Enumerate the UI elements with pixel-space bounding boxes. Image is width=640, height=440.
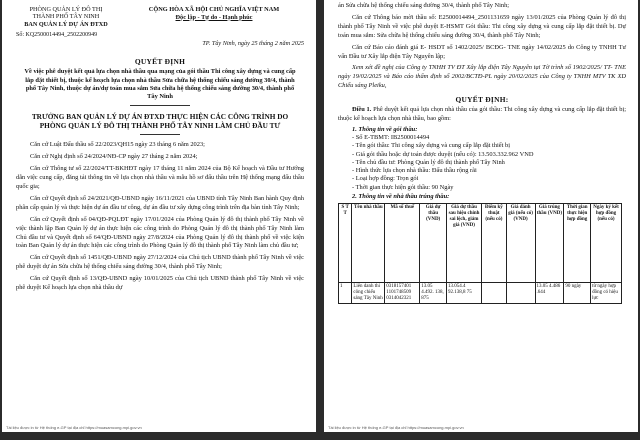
table-cell: từ ngày hợp đồng có hiệu lực (591, 283, 622, 304)
national-motto: Độc lập - Tự do - Hạnh phúc (175, 13, 253, 21)
issuer-title: TRƯỞNG BAN QUẢN LÝ DỰ ÁN ĐTXD THỰC HIỆN CÁC CÔNG TRÌNH DO PHÒNG QUẢN LÝ ĐÔ THỊ THÀNH PHỐ TÂY NINH LÀM CHỦ ĐẦU TƯ (31, 112, 289, 131)
table-cell: Liên danh thi công chiếu sáng Tây Ninh (352, 283, 385, 304)
table-header: Giá dự thầu (VND) (420, 204, 447, 283)
article-1-label: Điều 1. (352, 106, 372, 114)
agency-line-2: THÀNH PHỐ TÂY NINH (32, 13, 100, 21)
article-1 (338, 106, 626, 124)
package-info-item: - Tên gói thầu: Thi công xây dựng và cung cấp lắp đặt thiết bị (352, 142, 510, 150)
table-cell (482, 283, 507, 304)
agency-block (16, 6, 116, 28)
decision-subject: Về việc phê duyệt kết quả lựa chọn nhà thầu qua mạng của gói thầu Thi công xây dựng và cung cấp lắp đặt thiết bị, thuộc kế hoạch lựa chọn nhà thầu Sửa chữa hệ thống chiếu sáng đường 30/4, thành phố Tây Ninh, thuộc dự án/dự toán mua sắm Sửa chữa hệ thống chiếu sáng đường 30/4, thành phố Tây Ninh (24, 68, 296, 101)
legal-basis-paragraph: Căn cứ Quyết định số 13/QĐ-UBND ngày 10/01/2025 của Chủ tịch UBND thành phố Tây Ninh về việc phê duyệt Kế hoạch lựa chọn nhà thầu dự (16, 275, 304, 292)
document-page-1 (2, 0, 316, 432)
legal-basis-paragraph: Căn cứ Luật Đấu thầu số 22/2023/QH15 ngày 23 tháng 6 năm 2023; (30, 141, 205, 149)
winner-info-heading: 2. Thông tin về nhà thầu trúng thầu: (352, 193, 450, 201)
page-footer (2, 425, 316, 430)
package-info-item: - Hình thức lựa chọn nhà thầu: Đấu thầu rộng rãi (352, 167, 477, 175)
legal-basis-paragraph: Căn cứ Quyết định số 1451/QĐ-UBND ngày 27/12/2024 của Chủ tịch UBND thành phố Tây Ninh về việc phê duyệt dự án Sửa chữa hệ thống chiếu sáng đường 30/4, thành phố Tây Ninh; (16, 254, 304, 271)
table-header: Ngày ký kết hợp đồng (nếu có) (591, 204, 622, 283)
document-date: TP. Tây Ninh, ngày 25 tháng 2 năm 2025 (202, 40, 304, 48)
table-cell: 13.05 4.492. 138, 875 (420, 283, 447, 304)
legal-basis-paragraph: Căn cứ Quyết định số 24/2021/QĐ-UBND ngày 16/11/2021 của UBND tỉnh Tây Ninh Ban hành Quy định phân cấp quản lý và thực hiện dự án đầu tư công, dự án đầu tư xây dựng công trình trên địa bàn tỉnh Tây Ninh; (16, 194, 304, 211)
package-info-item: - Giá gói thầu hoặc dự toán được duyệt (nếu có): 13.503.332.962 VND (352, 150, 534, 158)
table-header: Giá đánh giá (nếu có) (VND) (506, 204, 535, 283)
table-header: Tên nhà thầu (352, 204, 385, 283)
package-info-item: - Loại hợp đồng: Trọn gói (352, 175, 419, 183)
table-cell: 13.054.4 92.138,8 75 (447, 283, 482, 304)
table-header-row (339, 204, 622, 283)
decision-title: QUYẾT ĐỊNH (134, 57, 186, 67)
table-header: S T T (339, 204, 352, 283)
package-info-item: - Số E-TBMT: IB2500014494 (352, 133, 430, 141)
table-cell (506, 283, 535, 304)
footer-text: Tài liệu được in từ Hệ thống e-GP tại địa chỉ https://muasamcong.mpi.gov.vn (6, 425, 142, 430)
winner-table (338, 203, 622, 304)
decides-heading: QUYẾT ĐỊNH: (455, 95, 509, 105)
article-1-text: Phê duyệt kết quả lựa chọn nhà thầu của gói thầu: Thi công xây dựng và cung cấp lắp đặt thiết bị; thuộc kế hoạch lựa chọn nhà thầu, bao gồm: (338, 106, 626, 123)
divider (130, 105, 190, 106)
legal-basis-paragraph: Căn cứ Báo cáo đánh giá E- HSDT số 1402/2025/ BCĐG- TNE ngày 14/02/2025 do Công ty TNHH Tư vấn Đầu tư Xây lắp điện Tây Nguyên lập; (338, 43, 626, 60)
legal-basis-paragraph: Căn cứ Nghị định số 24/2024/NĐ-CP ngày 27 tháng 2 năm 2024; (30, 153, 198, 161)
table-header: Giá dự thầu sau hiệu chỉnh sai lệch, giảm giá (VND) (447, 204, 482, 283)
legal-basis-paragraph: Căn cứ Thông tư số 22/2024/TT-BKHĐT ngày 17 tháng 11 năm 2024 của Bộ Kế hoạch và Đầu tư Hướng dẫn việc cung cấp, đăng tải thông tin về lựa chọn nhà thầu và mẫu hồ sơ đấu thầu trên Hệ thống mạng đấu thầu quốc gia; (16, 165, 304, 191)
nation-title: CỘNG HÒA XÃ HỘI CHỦ NGHĨA VIỆT NAM (148, 6, 280, 13)
table-header: Điểm kỹ thuật (nếu có) (482, 204, 507, 283)
table-cell: 13.05 4.486 .644 (535, 283, 564, 304)
package-info-heading: 1. Thông tin về gói thầu: (352, 125, 418, 133)
legal-basis-paragraph: Xem xét đề nghị của Công ty TNHH TV ĐT Xây lắp điện Tây Nguyên tại Tờ trình số 1902/2025/ TT- TNE ngày 19/02/2025 và Báo cáo thẩm định số 2002/BCTĐ-PL ngày 20/02/2025 của Công ty TNHH MTV TK XD Chiếu sáng Pleiku, (338, 64, 626, 90)
document-header (16, 6, 304, 28)
agency-line-1: PHÒNG QUẢN LÝ ĐÔ THỊ (29, 6, 103, 13)
nation-block (124, 6, 304, 28)
document-page-2 (324, 0, 638, 432)
divider (140, 134, 180, 135)
table-header: Giá trúng thầu (VND) (535, 204, 564, 283)
table-cell: 90 ngày (564, 283, 591, 304)
page-footer (324, 425, 638, 430)
table-row (339, 283, 622, 304)
table-header: Thời gian thực hiện hợp đồng (564, 204, 591, 283)
legal-basis-paragraph: án Sửa chữa hệ thống chiếu sáng đường 30/4, thành phố Tây Ninh; (338, 2, 510, 9)
legal-basis-paragraph: Căn cứ Quyết định số 04/QĐ-PQLĐT ngày 17/01/2024 của Phòng Quản lý đô thị thành phố Tây Ninh về việc thành lập Ban Quản lý dự án thực hiện các công trình do Phòng Quản lý đô thị thành phố Tây Ninh làm Chủ đầu tư và Quyết định số 64/QĐ-UBND ngày 27/8/2024 của Phòng Quản lý đô thị thành phố về việc kiện toàn Ban Quản lý dự án thực hiện các công trình do Phòng Quản lý đô thị thành phố Tây Ninh làm chủ đầu tư; (16, 215, 304, 250)
table-header: Mã số thuế (385, 204, 420, 283)
footer-text: Tài liệu được in từ Hệ thống e-GP tại địa chỉ https://muasamcong.mpi.gov.vn (328, 425, 464, 430)
package-info-item: - Thời gian thực hiện gói thầu: 90 Ngày (352, 183, 454, 191)
package-info-item: - Tên chủ đầu tư: Phòng Quản lý đô thị thành phố Tây Ninh (352, 158, 505, 166)
agency-board: BAN QUẢN LÝ DỰ ÁN ĐTXD (24, 20, 108, 28)
table-cell: 1 (339, 283, 352, 304)
legal-basis-paragraph: Căn cứ Thông báo mời thầu số: E2500014494_2501131659 ngày 13/01/2025 của Phòng Quản lý đô thị thành phố Tây Ninh về việc phê duyệt E-HSMT Gói thầu: Thi công xây dựng và cung cấp lắp đặt thiết bị. Dự toán mua sắm: Sửa chữa hệ thống chiếu sáng đường 30/4, thành phố Tây Ninh; (338, 13, 626, 39)
document-number: Số: KQ2500014494_2502200949 (16, 32, 98, 39)
table-cell: 0318157401 1101748509 0314042321 (385, 283, 420, 304)
